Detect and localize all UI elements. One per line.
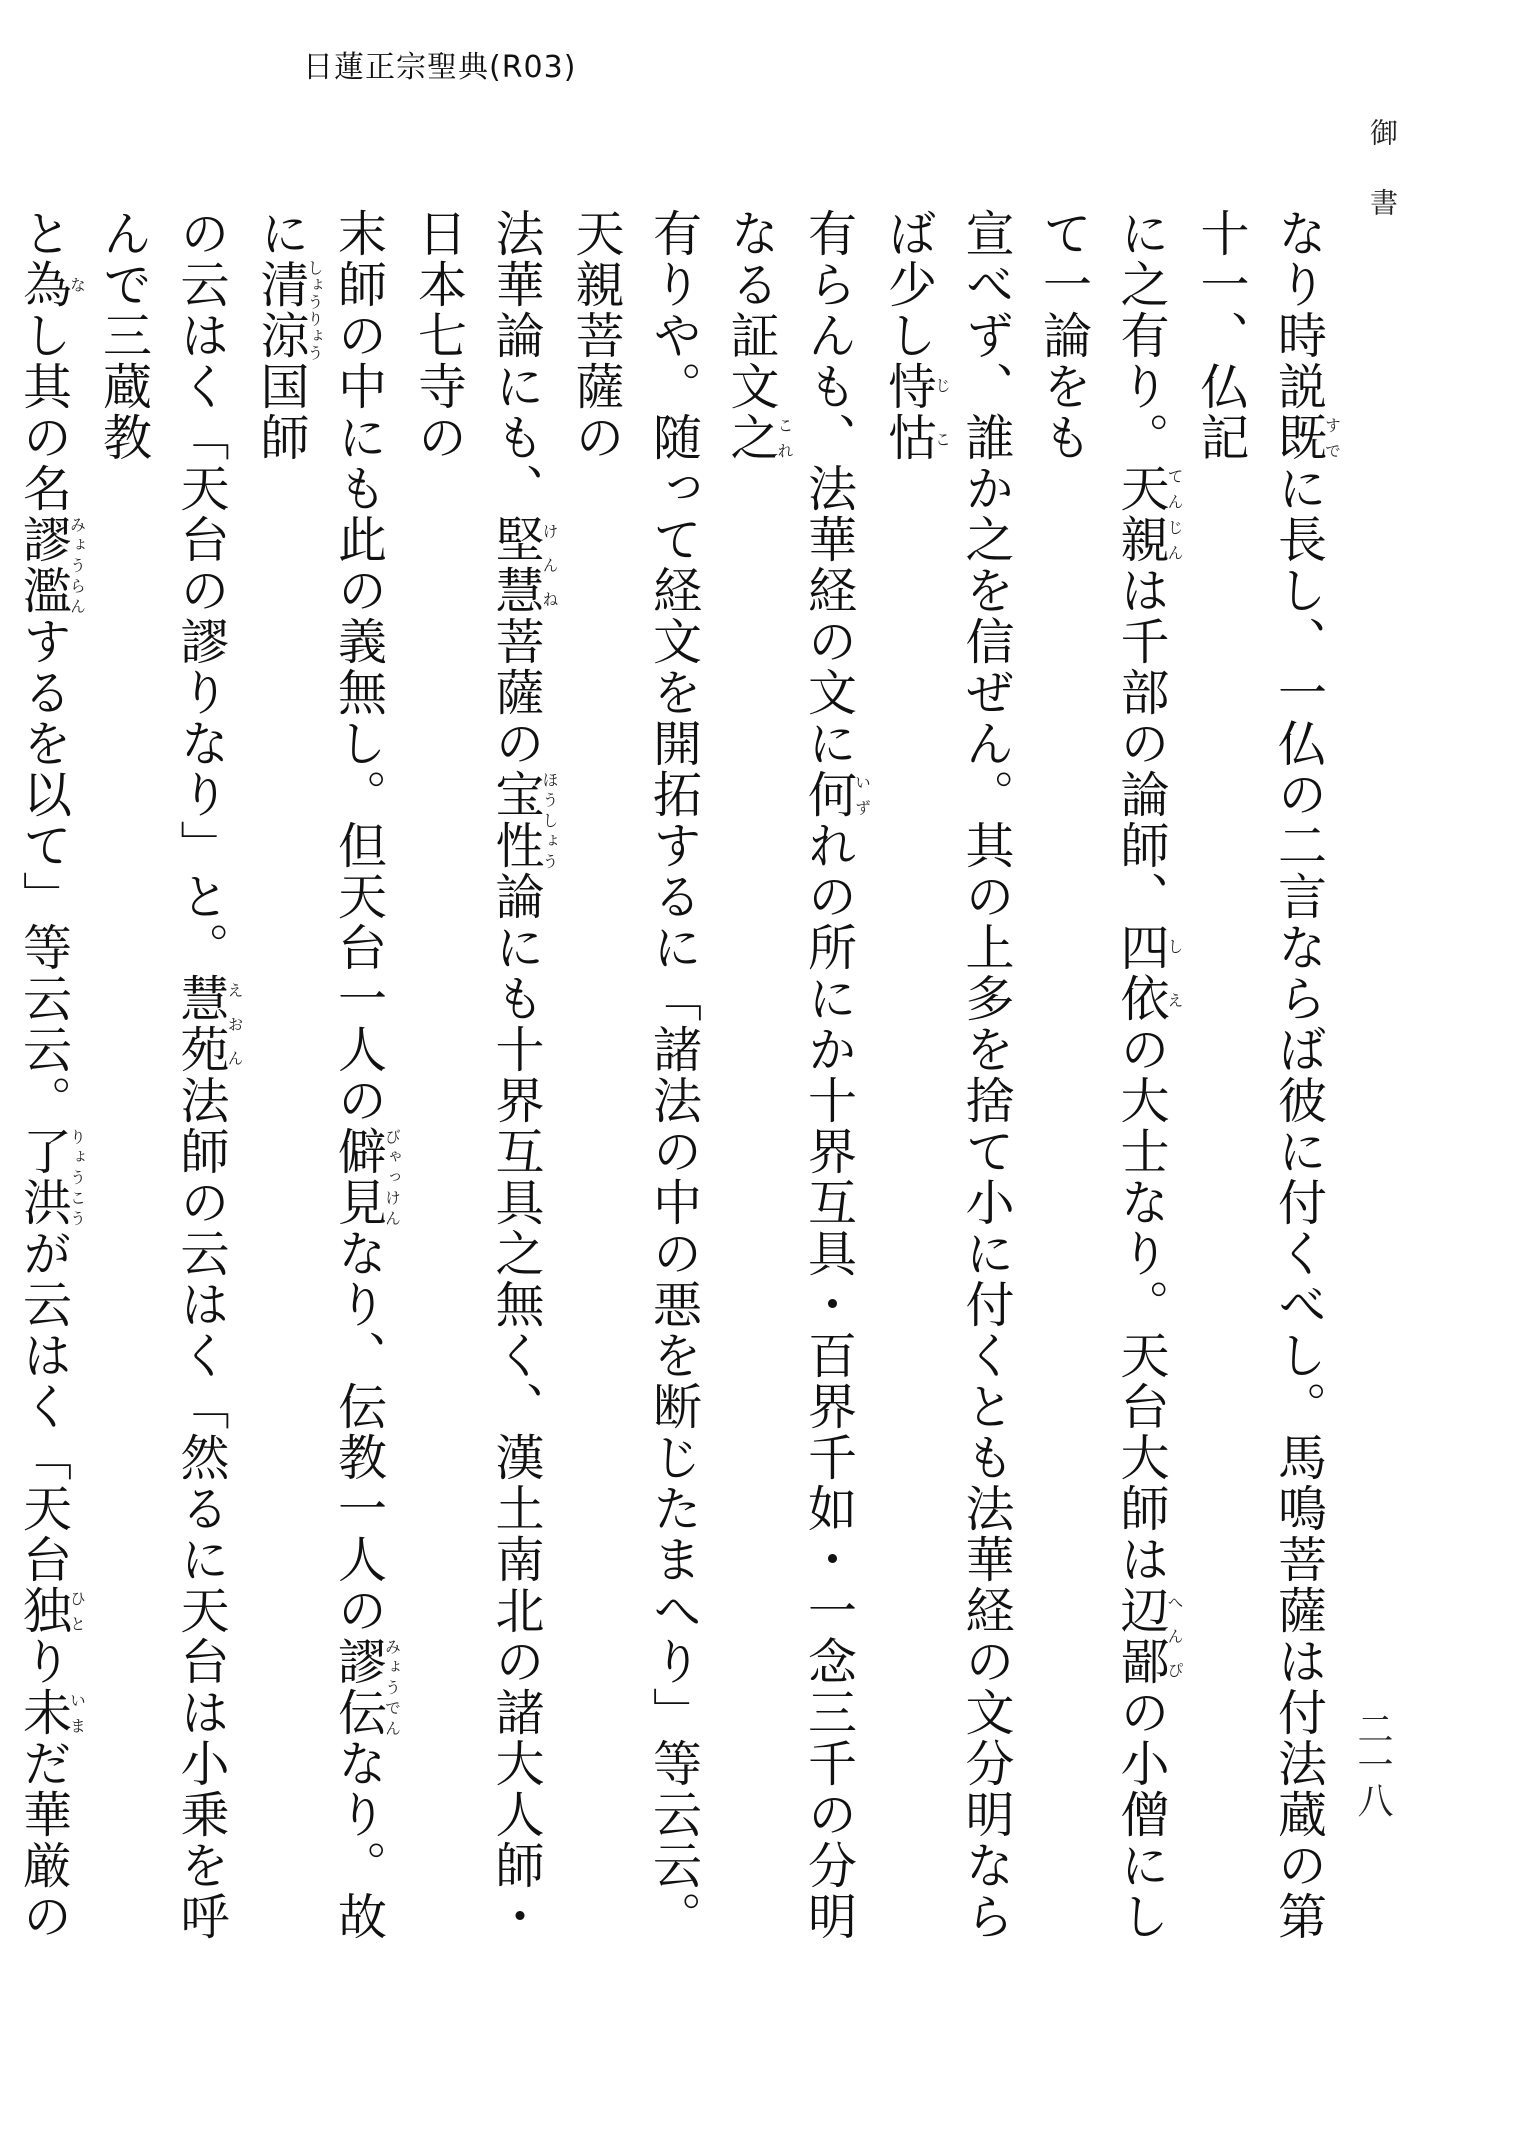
furigana-reading: これ: [775, 412, 794, 463]
text-column: 有らんも、法華経の文に何いずれの所にか十界互具・百界千如・一念三千の分明なる証文之これ: [723, 208, 872, 1942]
furigana-reading: しえ: [1165, 922, 1184, 1024]
collection-title: 日蓮正宗聖典(R03): [303, 50, 577, 85]
furigana-ruby: 堅慧けんね: [488, 514, 559, 616]
furigana-ruby: 天親てんじん: [1113, 463, 1184, 565]
furigana-ruby: 既すで: [1270, 412, 1342, 463]
furigana-reading: りょうこう: [67, 1126, 87, 1228]
text-column: 法華論にも、堅慧けんね菩薩の宝性ほうしょう論にも十界互具之無く、漢土南北の諸大人師・日本七寺の: [410, 208, 559, 1942]
furigana-ruby: 宝性ほうしょう: [488, 769, 559, 871]
furigana-ruby: 独ひと: [15, 1585, 87, 1636]
furigana-ruby: 僻見びゃっけん: [330, 1126, 402, 1228]
furigana-reading: みょうでん: [382, 1636, 402, 1738]
text-column: なり時説既すでに長し、一仏の二言ならば彼に付くべし。馬鳴菩薩は付法蔵の第十一、仏記: [1193, 208, 1342, 1942]
furigana-reading: いず: [852, 769, 872, 820]
furigana-ruby: 謬伝みょうでん: [330, 1636, 402, 1738]
furigana-ruby: 了洪りょうこう: [15, 1126, 87, 1228]
furigana-reading: えおん: [225, 973, 244, 1075]
page-number: 二一八: [1352, 1710, 1393, 1818]
furigana-ruby: 慧苑えおん: [173, 973, 244, 1075]
furigana-ruby: 四依しえ: [1113, 922, 1184, 1024]
furigana-ruby: 之これ: [723, 412, 794, 463]
running-title: 御書: [1366, 118, 1399, 258]
furigana-reading: しょうりょう: [305, 259, 324, 361]
text-column: に之有り。天親てんじんは千部の論師、四依しえの大士なり。天台大師は辺鄙へんぴの小僧にして一論をも: [1035, 208, 1184, 1942]
text-column: と為なし其の名謬濫みょうらんするを以て」等云云。了洪りょうこうが云はく「天台独ひとり未いまだ華厳の: [15, 208, 87, 1942]
furigana-reading: みょうらん: [67, 514, 87, 616]
furigana-reading: ひと: [67, 1585, 87, 1636]
furigana-reading: いま: [67, 1687, 87, 1738]
furigana-ruby: 何いず: [800, 769, 872, 820]
vertical-text-body: [15, 208, 1342, 1988]
furigana-ruby: 清涼しょうりょう: [253, 259, 324, 361]
text-column: 末師の中にも此の義無し。但天台一人の僻見びゃっけんなり、伝教一人の謬伝みょうでんなり。故に清涼しょうりょう国師: [253, 208, 402, 1942]
text-column: 有りや。随って経文を開拓するに「諸法の中の悪を断じたまへり」等云云。天親菩薩の: [568, 208, 703, 1942]
furigana-reading: てんじん: [1165, 463, 1184, 565]
furigana-reading: へんぴ: [1165, 1585, 1184, 1687]
furigana-ruby: 謬濫みょうらん: [15, 514, 87, 616]
furigana-ruby: 恃怙じこ: [880, 361, 952, 463]
furigana-reading: な: [67, 259, 87, 310]
furigana-reading: ほうしょう: [540, 769, 559, 871]
furigana-reading: すで: [1322, 412, 1342, 463]
furigana-ruby: 辺鄙へんぴ: [1113, 1585, 1184, 1687]
text-column: 宣べず、誰か之を信ぜん。其の上多を捨て小に付くとも法華経の文分明ならば少し恃怙じこ: [880, 208, 1015, 1942]
furigana-reading: じこ: [932, 361, 952, 463]
text-column: の云はく「天台の謬りなり」と。慧苑えおん法師の云はく「然るに天台は小乗を呼んで三蔵教: [95, 208, 244, 1942]
furigana-ruby: 為な: [15, 259, 87, 310]
furigana-reading: びゃっけん: [382, 1126, 402, 1228]
furigana-reading: けんね: [540, 514, 559, 616]
furigana-ruby: 未いま: [15, 1687, 87, 1738]
